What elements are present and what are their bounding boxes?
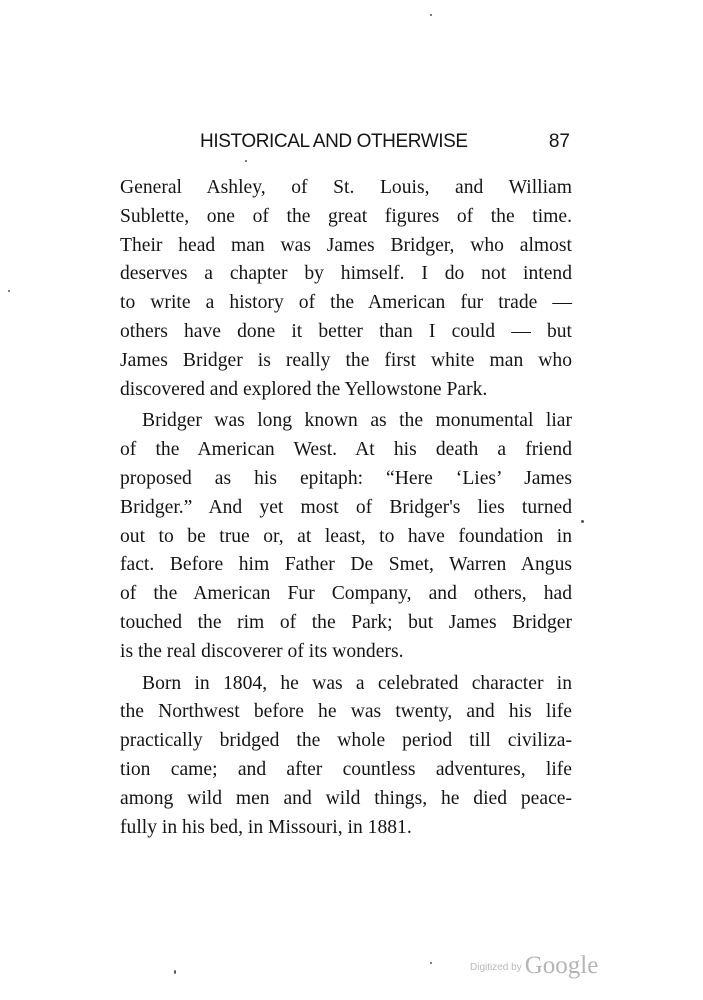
text-line: among wild men and wild things, he died peace- [120,787,572,809]
scan-speck [430,14,432,16]
text-line: Bridger was long known as the monumental liar [142,410,572,432]
text-line: Sublette, one of the great figures of the time. [120,205,572,227]
text-line: Born in 1804, he was a celebrated character in [142,672,572,694]
paragraph-1 [120,174,572,404]
text-line: fact. Before him Father De Smet, Warren Angus [120,554,572,576]
text-line: Bridger.” And yet most of Bridger's lies turned [120,496,572,518]
text-line: touched the rim of the Park; but James Bridger [120,611,572,633]
google-logo: Google [524,952,599,979]
running-head [120,131,572,159]
text-line: others have done it better than I could — but [120,320,572,342]
text-line: to write a history of the American fur trade — [120,292,572,314]
text-line: is the real discoverer of its wonders. [120,640,404,662]
text-line: out to be true or, at least, to have foundation in [120,525,572,547]
text-line: General Ashley, of St. Louis, and William [120,177,572,198]
running-title: HISTORICAL AND OTHERWISE [200,131,468,152]
body-text [120,174,572,842]
watermark-prefix: Digitized by [470,962,522,973]
text-line: fully in his bed, in Missouri, in 1881. [120,816,412,838]
text-line: discovered and explored the Yellowstone Park. [120,378,488,400]
paragraph-2 [120,407,572,666]
scan-speck [8,290,10,292]
text-line: Their head man was James Bridger, who almost [120,234,572,256]
text-line: the Northwest before he was twenty, and his life [120,701,572,723]
text-line: of the American Fur Company, and others, had [120,583,572,605]
text-line: tion came; and after countless adventures, life [120,758,572,780]
text-line: deserves a chapter by himself. I do not intend [120,263,572,285]
digitized-watermark [470,952,598,980]
scan-speck [174,970,176,974]
text-line: practically bridged the whole period till civiliza- [120,730,572,752]
scan-speck [245,160,247,162]
scan-speck [581,520,584,523]
scan-speck [430,962,432,964]
text-line: James Bridger is really the first white man who [120,349,572,371]
text-line: proposed as his epitaph: “Here ‘Lies’ James [120,467,572,489]
text-line: of the American West. At his death a friend [120,439,572,461]
paragraph-3 [120,670,572,843]
page-number: 87 [548,131,570,152]
